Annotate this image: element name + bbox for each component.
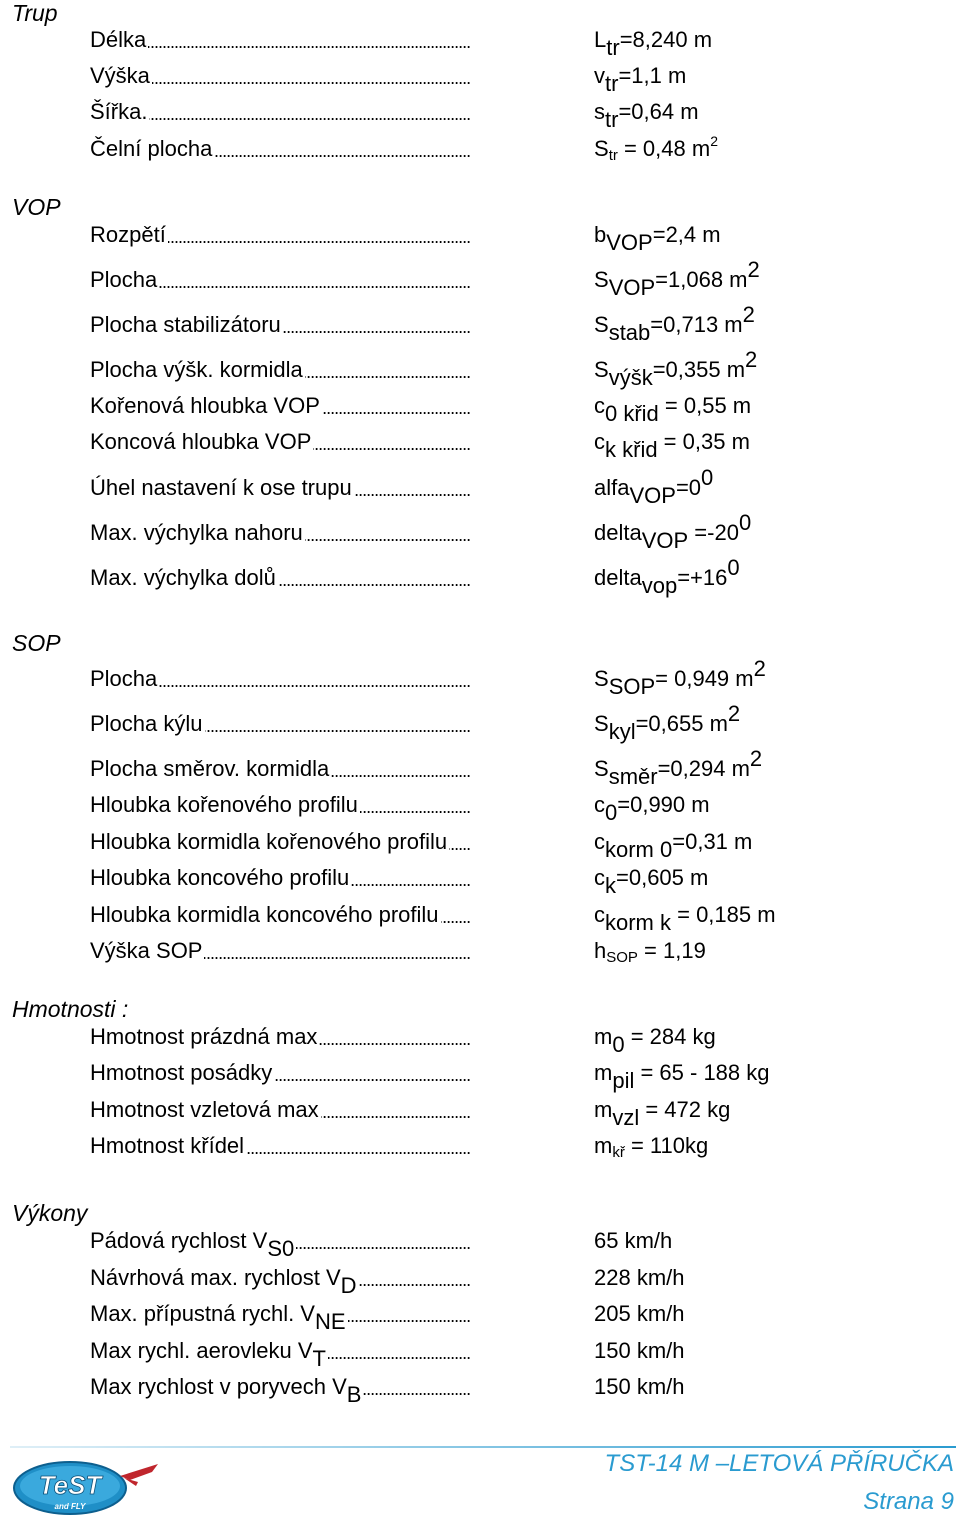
spec-value: $S_{kyl}=0,655$ $m^2$ — [594, 701, 741, 744]
spec-label: Plocha stabilizátoru — [90, 310, 283, 340]
spec-value: $S_{stab}=0,713$ $m^2$ — [594, 302, 755, 345]
spec-row — [90, 465, 890, 508]
spec-value: $m_{pil} = 65 - 188$ kg — [594, 1060, 770, 1093]
section-trup: Trup — [12, 0, 58, 26]
section-vop: VOP — [12, 194, 61, 220]
test-logo-graphic — [12, 1456, 162, 1518]
spec-label: Max rychlost v poryvech $V_B$ — [90, 1374, 362, 1407]
spec-row — [90, 257, 890, 300]
spec-label: Výška — [90, 61, 152, 91]
spec-label: Max. přípustná rychl. $V_{NE}$ — [90, 1301, 346, 1334]
spec-row — [90, 97, 890, 132]
spec-label: Plocha kýlu — [90, 709, 205, 739]
footer-divider — [10, 1446, 956, 1448]
spec-value: $S_{směr}=0,294$ $m^2$ — [594, 746, 763, 789]
test-logo — [12, 1456, 162, 1518]
spec-value: 150 km/h — [594, 1338, 685, 1363]
spec-value: $S_{výšk}=0,355$ $m^2$ — [594, 347, 758, 390]
spec-label: Kořenová hloubka VOP — [90, 391, 322, 421]
spec-row — [90, 134, 890, 164]
spec-row — [90, 1022, 890, 1057]
spec-value: $c_0=0,990$ m — [594, 792, 710, 825]
spec-value: $S_{tr} = 0,48$ $m^2$ — [594, 133, 718, 164]
spec-row — [90, 790, 890, 825]
spec-label: Hloubka koncového profilu — [90, 863, 351, 893]
spec-value: $S_{VOP}=1,068$ $m^2$ — [594, 257, 760, 300]
spec-row — [90, 1299, 890, 1334]
page-number: Strana 9 — [863, 1488, 954, 1515]
spec-row — [90, 1372, 890, 1407]
spec-label: Max. výchylka dolů — [90, 563, 278, 593]
document-title: TST-14 M –LETOVÁ PŘÍRUČKA — [604, 1450, 954, 1477]
spec-value: $s_{tr}=0,64$ m — [594, 99, 699, 132]
spec-label: Plocha směrov. kormidla — [90, 754, 331, 784]
spec-value: $S_{SOP}= 0,949$ $m^2$ — [594, 656, 766, 699]
dot-leader — [90, 97, 588, 127]
spec-row — [90, 555, 890, 598]
spec-value: 228 km/h — [594, 1265, 685, 1290]
spec-row — [90, 1058, 890, 1093]
spec-value: $delta_{vop}=+16^0$ — [594, 555, 740, 598]
spec-row — [90, 302, 890, 345]
spec-row — [90, 656, 890, 699]
spec-row — [90, 900, 890, 935]
spec-label: Hmotnost vzletová max — [90, 1095, 321, 1125]
logo-text: TeST — [38, 1470, 102, 1500]
spec-value: 150 km/h — [594, 1374, 685, 1399]
spec-label: Šířka. — [90, 97, 149, 127]
logo-subtext: and FLY — [54, 1502, 86, 1511]
spec-row — [90, 427, 890, 462]
spec-row — [90, 827, 890, 862]
spec-row — [90, 1226, 890, 1261]
glider-wing-icon — [120, 1464, 158, 1480]
spec-label: Návrhová max. rychlost $V_D$ — [90, 1265, 357, 1298]
spec-row — [90, 746, 890, 789]
spec-value: $v_{tr}=1,1$ m — [594, 63, 687, 96]
spec-row — [90, 1131, 890, 1161]
spec-label: Délka — [90, 25, 148, 55]
spec-value: delta$_{VOP}$ $=-20^0$ — [594, 510, 752, 553]
spec-label: Max. výchylka nahoru — [90, 518, 305, 548]
spec-value: $c_k=0,605$ m — [594, 865, 709, 898]
spec-label: Hloubka kormidla koncového profilu — [90, 900, 441, 930]
spec-label: Hmotnost posádky — [90, 1058, 274, 1088]
spec-value: 205 km/h — [594, 1301, 685, 1326]
spec-row — [90, 510, 890, 553]
section-hmotnosti: Hmotnosti : — [12, 996, 129, 1022]
spec-row — [90, 220, 890, 255]
spec-label: Plocha — [90, 265, 159, 295]
spec-row — [90, 701, 890, 744]
spec-label: Pádová rychlost $V_{S0}$ — [90, 1228, 295, 1261]
spec-label: Hmotnost křídel — [90, 1131, 246, 1161]
spec-label: Hloubka kořenového profilu — [90, 790, 360, 820]
spec-label: Hmotnost prázdná max — [90, 1022, 319, 1052]
spec-label: Výška SOP — [90, 936, 204, 966]
spec-label: Max rychl. aerovleku $V_T$ — [90, 1338, 326, 1371]
dot-leader — [90, 265, 588, 295]
spec-value: $alfa_{VOP}=0^0$ — [594, 465, 714, 508]
spec-row — [90, 863, 890, 898]
spec-row — [90, 1336, 890, 1371]
section-sop: SOP — [12, 630, 61, 656]
spec-value: $c_{0 křid} = 0,55$ m — [594, 393, 752, 426]
spec-value: $L_{tr}=8,240$ m — [594, 27, 713, 60]
dot-leader — [90, 664, 588, 694]
spec-label: Koncová hloubka VOP — [90, 427, 313, 457]
section-vykony: Výkony — [12, 1200, 88, 1226]
spec-value: $c_{k křid} = 0,35$ m — [594, 429, 750, 462]
spec-row — [90, 936, 890, 966]
spec-value: $b_{VOP}=2,4$ m — [594, 222, 721, 255]
spec-label: Úhel nastavení k ose trupu — [90, 473, 354, 503]
spec-value: $h_{SOP} = 1,19$ — [594, 938, 706, 966]
spec-label: Čelní plocha — [90, 134, 214, 164]
spec-value: $m_0 = 284$ kg — [594, 1024, 716, 1057]
spec-row — [90, 347, 890, 390]
spec-value: 65 km/h — [594, 1228, 673, 1253]
spec-row — [90, 25, 890, 60]
spec-row — [90, 61, 890, 96]
spec-row — [90, 391, 890, 426]
spec-value: $c_{korm k} = 0,185$ m — [594, 902, 776, 935]
spec-label: Hloubka kormidla kořenového profilu — [90, 827, 449, 857]
spec-value: $m_{vzl} = 472$ kg — [594, 1097, 731, 1130]
spec-label: Plocha — [90, 664, 159, 694]
spec-label: Plocha výšk. kormidla — [90, 355, 305, 385]
spec-row — [90, 1095, 890, 1130]
spec-row — [90, 1263, 890, 1298]
dot-leader — [90, 61, 588, 91]
spec-label: Rozpětí — [90, 220, 168, 250]
spec-value: $c_{korm 0}=0,31$ m — [594, 829, 753, 862]
dot-leader — [90, 25, 588, 55]
spec-value: $m_{kř} = 110kg$ — [594, 1133, 709, 1161]
